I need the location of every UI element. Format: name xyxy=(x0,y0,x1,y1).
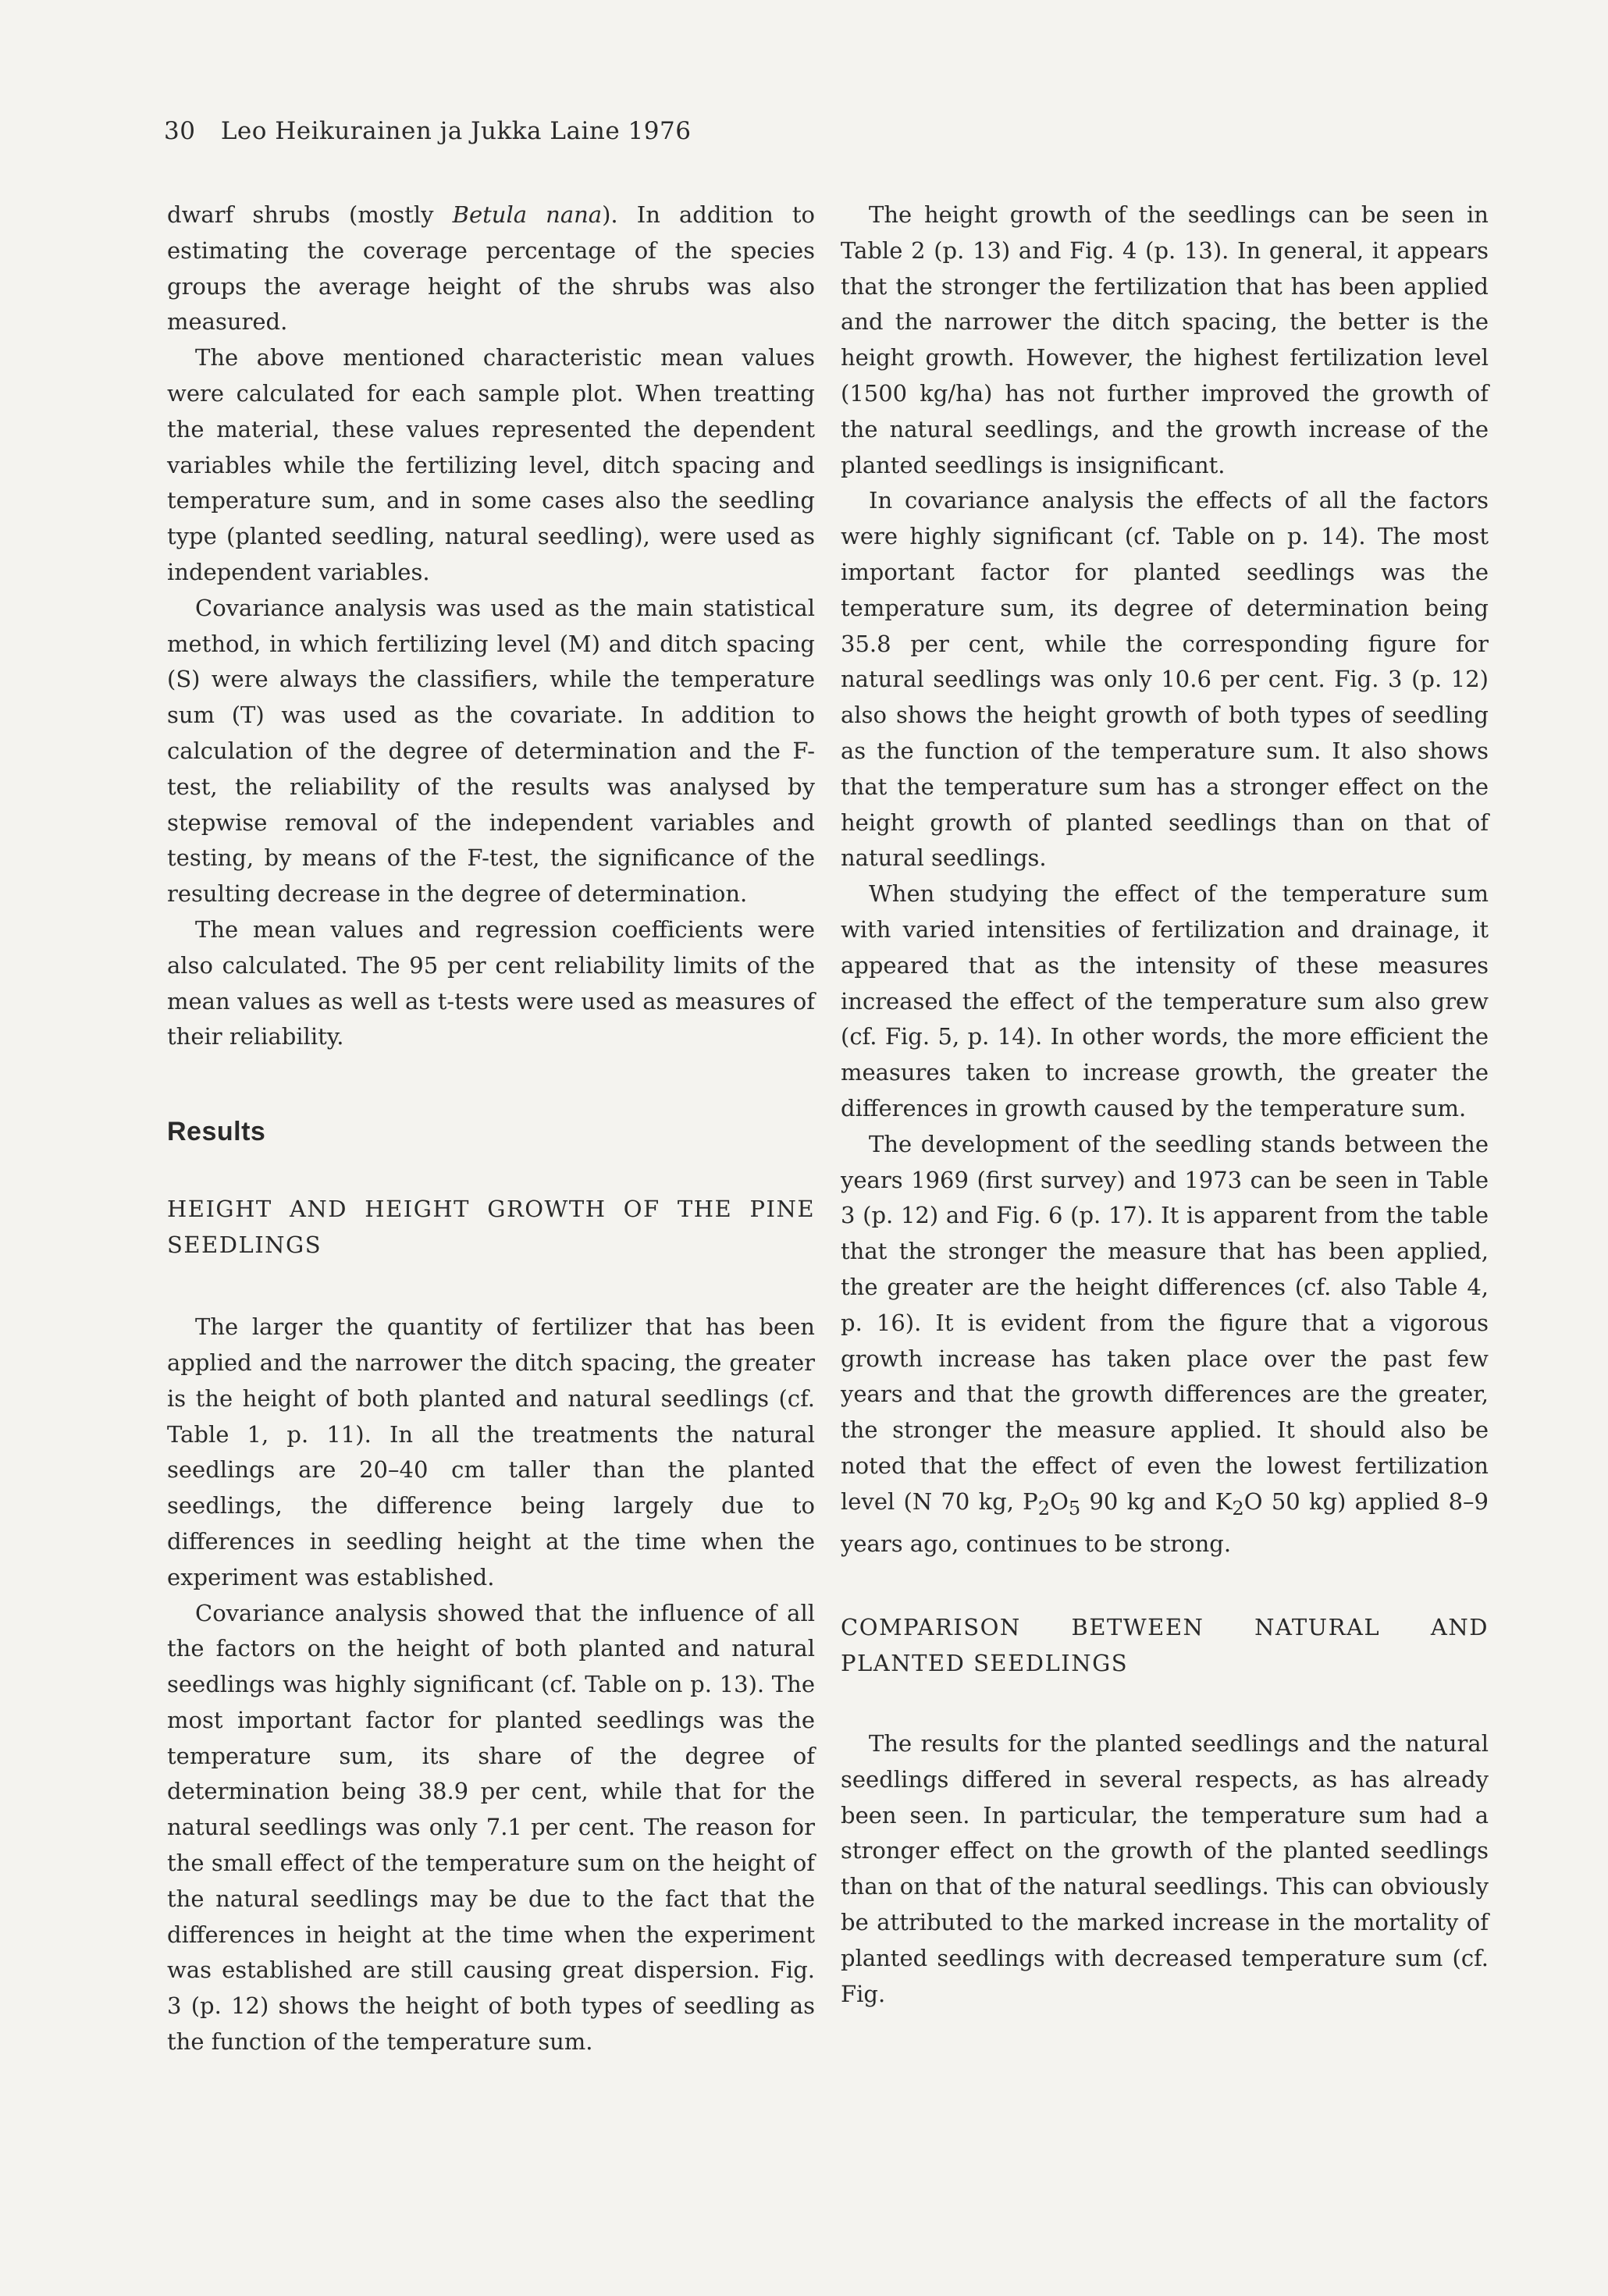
paragraph: The larger the quantity of fertilizer that has been applied and the narrower the ditch spacing, the greater is the height of both planted and natural seedlings (cf. Table 1, p. 11). In all the treatments the natural seedlings are 20–40 cm taller than the planted seedlings, the difference being largely due to differences in seedling height at the time when the experiment was established. xyxy=(167,1313,815,1590)
running-header xyxy=(164,117,691,145)
subsection-heading: HEIGHT AND HEIGHT GROWTH OF THE PINE SEEDLINGS xyxy=(167,1196,815,1259)
paragraph: The development of the seedling stands between the years 1969 (first survey) and 1973 can be seen in Table 3 (p. 12) and Fig. 6 (p. 17). It is apparent from the table that the stronger the measure that has been applied, the greater are the height differences (cf. also Table 4, p. 16). It is evident from the figure that a vigorous growth increase has taken place over the past few years and that the growth differences are the greater, the stronger the measure applied. It should also be noted that the effect of even the lowest fertilization level (N 70 kg, $P_2O_5$ 90 kg and $K_2O$ 50 kg) applied 8–9 years ago, continues to be strong. xyxy=(841,1130,1489,1558)
left-column xyxy=(167,197,815,2060)
section-heading-results: Results xyxy=(167,1117,266,1147)
paragraph: In covariance analysis the effects of all the factors were highly significant (cf. Table on p. 14). The most important factor for planted seedlings was the temperature sum, its degree of determination being 35.8 per cent, while the corresponding figure for natural seedlings was only 10.6 per cent. Fig. 3 (p. 12) also shows the height growth of both types of seedling as the function of the temperature sum. It also shows that the temperature sum has a stronger effect on the height growth of planted seedlings than on that of natural seedlings. xyxy=(841,487,1489,872)
paragraph: dwarf shrubs (mostly Betula nana). In addition to estimating the coverage percentage of the species groups the average height of the shrubs was also measured. xyxy=(167,201,815,336)
paragraph: Covariance analysis showed that the influence of all the factors on the height of both planted and natural seedlings was highly significant (cf. Table on p. 13). The most important factor for planted seedlings was the temperature sum, its share of the degree of determination being 38.9 per cent, while that for the natural seedlings was only 7.1 per cent. The reason for the small effect of the temperature sum on the height of the natural seedlings may be due to the fact that the differences in height at the time when the experiment was established are still causing great dispersion. Fig. 3 (p. 12) shows the height of both types of seedling as the function of the temperature sum. xyxy=(167,1599,815,2056)
paragraph: The mean values and regression coefficients were also calculated. The 95 per cent reliability limits of the mean values as well as t-tests were used as measures of their reliability. xyxy=(167,915,815,1050)
paragraph: The height growth of the seedlings can be seen in Table 2 (p. 13) and Fig. 4 (p. 13). In general, it appears that the stronger the fertilization that has been applied and the narrower the ditch spacing, the better is the height growth. However, the highest fertilization level (1500 kg/ha) has not further improved the growth of the natural seedlings, and the growth increase of the planted seedlings is insignificant. xyxy=(841,201,1489,478)
paragraph: The results for the planted seedlings and the natural seedlings differed in several respects, as has already been seen. In particular, the temperature sum had a stronger effect on the growth of the planted seedlings than on that of the natural seedlings. This can obviously be attributed to the marked increase in the mortality of planted seedlings with decreased temperature sum (cf. Fig. xyxy=(841,1730,1489,2007)
species-name: Betula nana xyxy=(452,201,603,228)
subsection-heading: COMPARISON BETWEEN NATURAL AND PLANTED SEEDLINGS xyxy=(841,1614,1489,1677)
paragraph: When studying the effect of the temperature sum with varied intensities of fertilization and drainage, it appeared that as the intensity of these measures increased the effect of the temperature sum also grew (cf. Fig. 5, p. 14). In other words, the more efficient the measures taken to increase growth, the greater the differences in growth caused by the temperature sum. xyxy=(841,880,1489,1121)
paragraph: The above mentioned characteristic mean values were calculated for each sample plot. When treatting the material, these values represented the dependent variables while the fertilizing level, ditch spacing and temperature sum, and in some cases also the seedling type (planted seedling, natural seedling), were used as independent variables. xyxy=(167,344,815,585)
running-title: Leo Heikurainen ja Jukka Laine 1976 xyxy=(220,117,692,145)
page-number: 30 xyxy=(164,117,196,145)
paragraph: Covariance analysis was used as the main statistical method, in which fertilizing level (M) and ditch spacing (S) were always the classifiers, while the temperature sum (T) was used as the covariate. In addition to calculation of the degree of determination and the F-test, the reliability of the results was analysed by stepwise removal of the independent variables and testing, by means of the F-test, the significance of the resulting decrease in the degree of determination. xyxy=(167,594,815,908)
right-column xyxy=(841,197,1489,2012)
